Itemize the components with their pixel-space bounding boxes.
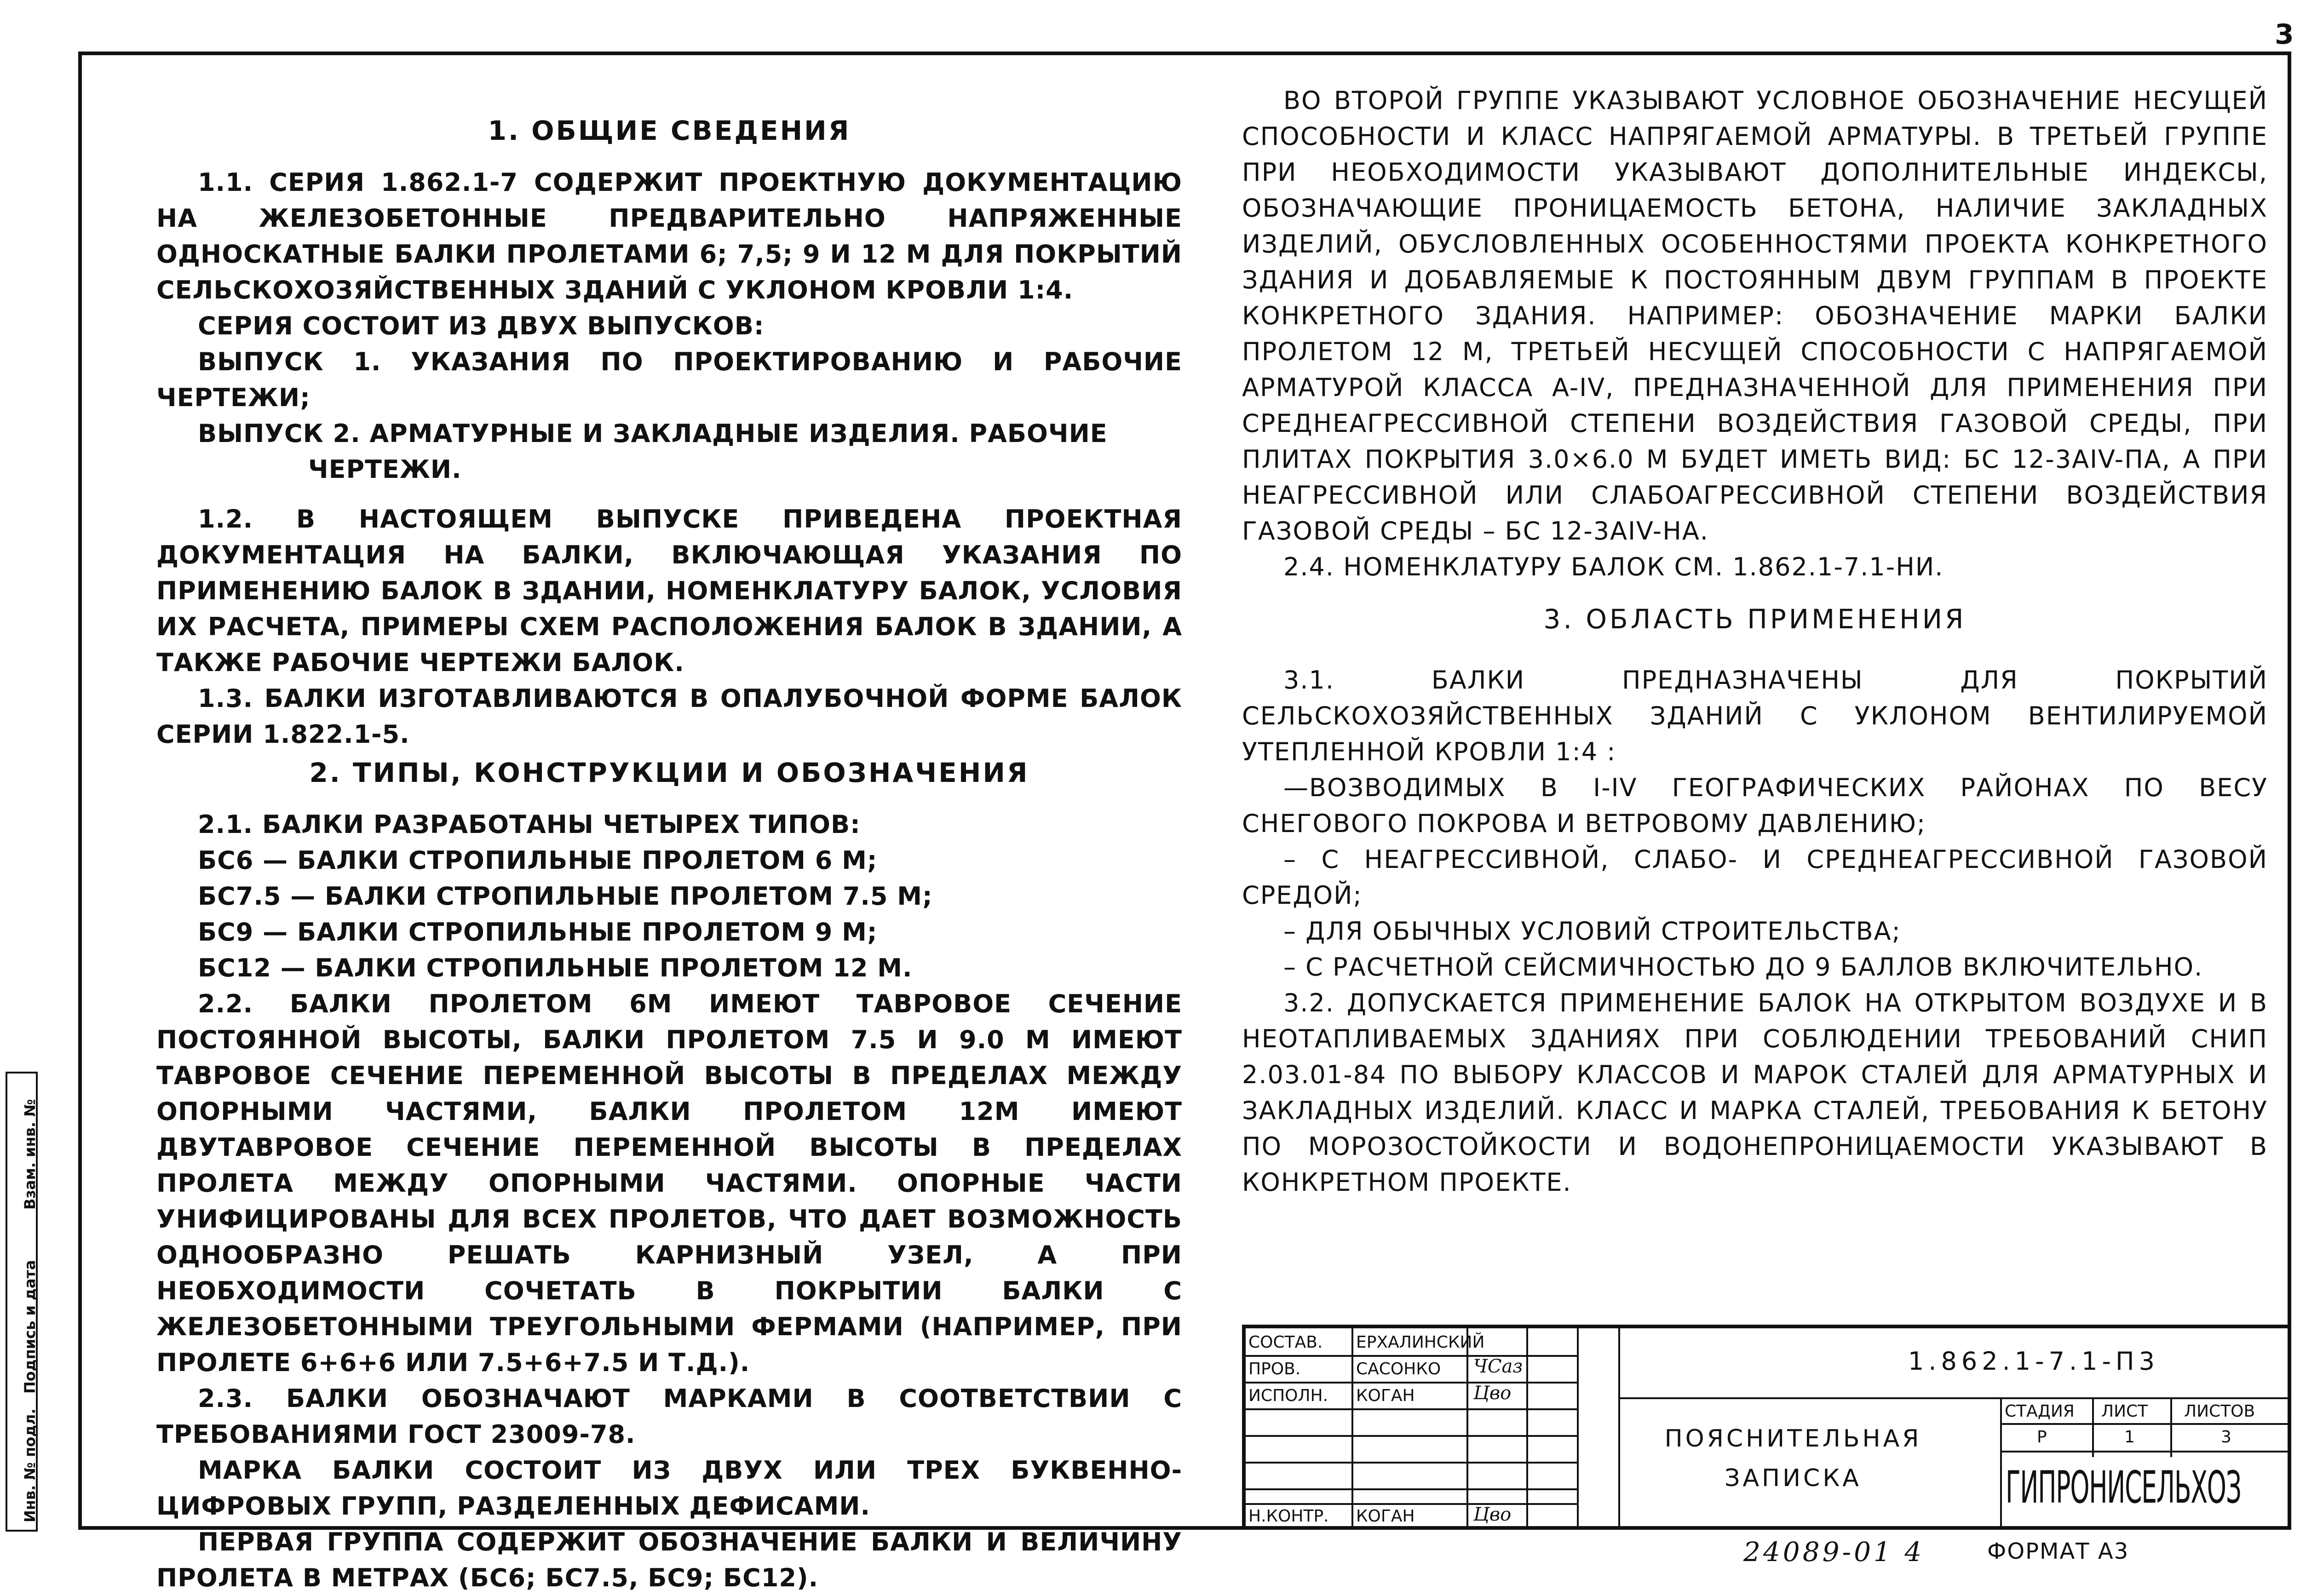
tb-line [2170,1397,2172,1457]
role-sostav: СОСТАВ. [1248,1333,1323,1352]
left-column [156,110,1182,1596]
type-bs7-5: БС7.5 — БАЛКИ СТРОПИЛЬНЫЕ ПРОЛЕТОМ 7.5 М; [198,882,933,911]
bullet-conditions: – ДЛЯ ОБЫЧНЫХ УСЛОВИЙ СТРОИТЕЛЬСТВА; [1283,917,1901,946]
type-bs9: БС9 — БАЛКИ СТРОПИЛЬНЫЕ ПРОЛЕТОМ 9 М; [198,918,878,947]
sheets-label: ЛИСТОВ [2184,1402,2255,1421]
tb-line [1246,1382,1577,1384]
bullet-seismic: – С РАСЧЕТНОЙ СЕЙСМИЧНОСТЬЮ ДО 9 БАЛЛОВ ВКЛЮЧИТЕЛЬНО. [1283,953,2203,982]
side-stamp [6,1072,38,1532]
type-bs6: БС6 — БАЛКИ СТРОПИЛЬНЫЕ ПРОЛЕТОМ 6 М; [198,846,878,875]
stage-value: Р [2037,1428,2047,1447]
name-nkontr: КОГАН [1356,1507,1415,1526]
tb-line [2000,1451,2291,1452]
tb-line [1246,1488,1577,1490]
sheets-value: 3 [2221,1428,2231,1447]
name-sostav: ЕРХАЛИНСКИЙ [1356,1333,1485,1352]
tb-line [1246,1355,1577,1357]
paragraph-group-1: ПЕРВАЯ ГРУППА СОДЕРЖИТ ОБОЗНАЧЕНИЕ БАЛКИ И ВЕЛИЧИНУ ПРОЛЕТА В МЕТРАХ (БС6; БС7.5, БС9; БС12). [156,1527,1182,1592]
paragraph-1-1: 1.1. СЕРИЯ 1.862.1-7 СОДЕРЖИТ ПРОЕКТНУЮ ДОКУМЕНТАЦИЮ НА ЖЕЛЕЗОБЕТОННЫЕ ПРЕДВАРИТЕЛЬНО НАПРЯЖЕННЫЕ ОДНОСКАТНЫЕ БАЛКИ ПРОЛЕТАМИ 6; 7,5; 9 И 12 М ДЛЯ ПОКРЫТИЙ СЕЛЬСКОХОЗЯЙСТВЕННЫХ ЗДАНИЙ С УКЛОНОМ КРОВЛИ 1:4. [156,168,1182,304]
page-number: 3 [2275,18,2294,51]
paragraph-marka: МАРКА БАЛКИ СОСТОИТ ИЗ ДВУХ ИЛИ ТРЕХ БУКВЕННО-ЦИФРОВЫХ ГРУПП, РАЗДЕЛЕННЫХ ДЕФИСАМИ. [156,1456,1182,1521]
role-nkontr: Н.КОНТР. [1248,1507,1329,1526]
bullet-regions: —ВОЗВОДИМЫХ В I-IV ГЕОГРАФИЧЕСКИХ РАЙОНАХ ПО ВЕСУ СНЕГОВОГО ПОКРОВА И ВЕТРОВОМУ ДАВЛЕНИЮ; [1242,773,2268,838]
sheet-value: 1 [2124,1428,2135,1447]
tb-line [1246,1462,1577,1464]
signature-nkontr: Цво [1473,1504,1512,1525]
paragraph-2-4: 2.4. НОМЕНКЛАТУРУ БАЛОК СМ. 1.862.1-7.1-НИ. [1283,552,1944,581]
paragraph-2-1: 2.1. БАЛКИ РАЗРАБОТАНЫ ЧЕТЫРЕХ ТИПОВ: [198,810,861,839]
paragraph-3-1: 3.1. БАЛКИ ПРЕДНАЗНАЧЕНЫ ДЛЯ ПОКРЫТИЙ СЕЛЬСКОХОЗЯЙСТВЕННЫХ ЗДАНИЙ С УКЛОНОМ ВЕНТИЛИРУЕМОЙ УТЕПЛЕННОЙ КРОВЛИ 1:4 : [1242,666,2268,766]
paragraph-series: СЕРИЯ СОСТОИТ ИЗ ДВУХ ВЫПУСКОВ: [198,311,765,340]
title-block [1242,1325,2291,1530]
signature-prov: ЧСаз [1473,1356,1523,1377]
side-stamp-inv-label: Инв. № подл. [21,1408,39,1522]
bullet-gas-environment: – С НЕАГРЕССИВНОЙ, СЛАБО- И СРЕДНЕАГРЕССИВНОЙ ГАЗОВОЙ СРЕДОЙ; [1242,845,2268,910]
tb-line [1351,1328,1353,1530]
paragraph-group-2: ВО ВТОРОЙ ГРУППЕ УКАЗЫВАЮТ УСЛОВНОЕ ОБОЗНАЧЕНИЕ НЕСУЩЕЙ СПОСОБНОСТИ И КЛАСС НАПРЯГАЕМОЙ АРМАТУРЫ. В ТРЕТЬЕЙ ГРУППЕ ПРИ НЕОБХОДИМОСТИ УКАЗЫВАЮТ ДОПОЛНИТЕЛЬНЫЕ ИНДЕКСЫ, ОБОЗНАЧАЮЩИЕ ПРОНИЦАЕМОСТЬ БЕТОНА, НАЛИЧИЕ ЗАКЛАДНЫХ ИЗДЕЛИЙ, ОБУСЛОВЛЕННЫХ ОСОБЕННОСТЯМИ ПРОЕКТА КОНКРЕТНОГО ЗДАНИЯ И ДОБАВЛЯЕМЫЕ К ПОСТОЯННЫМ ДВУМ ГРУППАМ В ПРОЕКТЕ КОНКРЕТНОГО ЗДАНИЯ. НАПРИМЕР: ОБОЗНАЧЕНИЕ МАРКИ БАЛКИ ПРОЛЕТОМ 12 М, ТРЕТЬЕЙ НЕСУЩЕЙ СПОСОБНОСТИ С НАПРЯГАЕМОЙ АРМАТУРОЙ КЛАССА A-IV, ПРЕДНАЗНАЧЕННОЙ ДЛЯ ПРИМЕНЕНИЯ ПРИ СРЕДНЕАГРЕССИВНОЙ СТЕПЕНИ ВОЗДЕЙСТВИЯ ГАЗОВОЙ СРЕДЫ, ПРИ ПЛИТАХ ПОКРЫТИЯ 3.0×6.0 М БУДЕТ ИМЕТЬ ВИД: БС 12-3AIV-ПА, А ПРИ НЕАГРЕССИВНОЙ ИЛИ СЛАБОАГРЕССИВНОЙ СТЕПЕНИ ВОЗДЕЙСТВИЯ ГАЗОВОЙ СРЕДЫ – БС 12-3AIV-НА. [1242,86,2268,545]
tb-line [2092,1397,2094,1457]
paragraph-vypusk-2: ВЫПУСК 2. АРМАТУРНЫЕ И ЗАКЛАДНЫЕ ИЗДЕЛИЯ. РАБОЧИЕ [198,419,1108,448]
tb-line [1526,1328,1528,1530]
document-code: 1.862.1-7.1-П3 [1908,1347,2159,1376]
sheet-label: ЛИСТ [2101,1402,2148,1421]
paragraph-3-2: 3.2. ДОПУСКАЕТСЯ ПРИМЕНЕНИЕ БАЛОК НА ОТКРЫТОМ ВОЗДУХЕ И В НЕОТАПЛИВАЕМЫХ ЗДАНИЯХ ПРИ СОБЛЮДЕНИИ ТРЕБОВАНИЙ СНИП 2.03.01-84 ПО ВЫБОРУ КЛАССОВ И МАРОК СТАЛЕЙ ДЛЯ АРМАТУРНЫХ И ЗАКЛАДНЫХ ИЗДЕЛИЙ. КЛАСС И МАРКА СТАЛЕЙ, ТРЕБОВАНИЯ К БЕТОНУ ПО МОРОЗОСТОЙКОСТИ И ВОДОНЕПРОНИЦАЕМОСТИ УКАЗЫВАЮТ В КОНКРЕТНОМ ПРОЕКТЕ. [1242,988,2268,1197]
section-1-title: 1. ОБЩИЕ СВЕДЕНИЯ [488,115,851,146]
organization-name: ГИПРОНИСЕЛЬХОЗ [2006,1462,2241,1513]
paragraph-vypusk-2-cont: ЧЕРТЕЖИ. [308,455,462,484]
inventory-number: 24089-01 4 [1743,1536,1925,1567]
side-stamp-sign-label: Подпись и дата [21,1260,39,1394]
signature-ispoln: Цво [1473,1383,1512,1404]
tb-line [1466,1328,1468,1530]
name-ispoln: КОГАН [1356,1386,1415,1405]
paragraph-vypusk-1: ВЫПУСК 1. УКАЗАНИЯ ПО ПРОЕКТИРОВАНИЮ И РАБОЧИЕ ЧЕРТЕЖИ; [156,347,1182,412]
tb-line [1246,1435,1577,1437]
tb-line [2000,1423,2291,1425]
tb-line [1577,1328,1579,1530]
paragraph-2-3: 2.3. БАЛКИ ОБОЗНАЧАЮТ МАРКАМИ В СООТВЕТСТВИИ С ТРЕБОВАНИЯМИ ГОСТ 23009-78. [156,1384,1182,1449]
tb-line [2000,1397,2002,1530]
tb-line [1246,1408,1577,1410]
tb-line [1246,1503,1577,1505]
paragraph-1-2: 1.2. В НАСТОЯЩЕМ ВЫПУСКЕ ПРИВЕДЕНА ПРОЕКТНАЯ ДОКУМЕНТАЦИЯ НА БАЛКИ, ВКЛЮЧАЮЩАЯ УКАЗАНИЯ ПО ПРИМЕНЕНИЮ БАЛОК В ЗДАНИИ, НОМЕНКЛАТУРУ БАЛОК, УСЛОВИЯ ИХ РАСЧЕТА, ПРИМЕРЫ СХЕМ РАСПОЛОЖЕНИЯ БАЛОК В ЗДАНИИ, А ТАКЖЕ РАБОЧИЕ ЧЕРТЕЖИ БАЛОК. [156,505,1182,677]
section-3-title: 3. ОБЛАСТЬ ПРИМЕНЕНИЯ [1543,603,1966,635]
name-prov: САСОНКО [1356,1360,1441,1378]
role-prov: ПРОВ. [1248,1360,1301,1378]
right-column [1242,83,2268,1200]
side-stamp-replace-label: Взам. инв. № [21,1099,39,1210]
role-ispoln: ИСПОЛН. [1248,1386,1328,1405]
document-title-line-1: ПОЯСНИТЕЛЬНАЯ [1664,1425,1922,1452]
paragraph-1-3: 1.3. БАЛКИ ИЗГОТАВЛИВАЮТСЯ В ОПАЛУБОЧНОЙ ФОРМЕ БАЛОК СЕРИИ 1.822.1-5. [156,684,1182,749]
section-2-title: 2. ТИПЫ, КОНСТРУКЦИИ И ОБОЗНАЧЕНИЯ [309,757,1029,788]
paragraph-2-2: 2.2. БАЛКИ ПРОЛЕТОМ 6М ИМЕЮТ ТАВРОВОЕ СЕЧЕНИЕ ПОСТОЯННОЙ ВЫСОТЫ, БАЛКИ ПРОЛЕТОМ 7.5 И 9.0 М ИМЕЮТ ТАВРОВОЕ СЕЧЕНИЕ ПЕРЕМЕННОЙ ВЫСОТЫ В ПРЕДЕЛАХ МЕЖДУ ОПОРНЫМИ ЧАСТЯМИ, БАЛКИ ПРОЛЕТОМ 12М ИМЕЮТ ДВУТАВРОВОЕ СЕЧЕНИЕ ПЕРЕМЕННОЙ ВЫСОТЫ В ПРЕДЕЛАХ ПРОЛЕТА МЕЖДУ ОПОРНЫМИ ЧАСТЯМИ. ОПОРНЫЕ ЧАСТИ УНИФИЦИРОВАНЫ ДЛЯ ВСЕХ ПРОЛЕТОВ, ЧТО ДАЕТ ВОЗМОЖНОСТЬ ОДНООБРАЗНО РЕШАТЬ КАРНИЗНЫЙ УЗЕЛ, А ПРИ НЕОБХОДИМОСТИ СОЧЕТАТЬ В ПОКРЫТИИ БАЛКИ С ЖЕЛЕЗОБЕТОННЫМИ ТРЕУГОЛЬНЫМИ ФЕРМАМИ (НАПРИМЕР, ПРИ ПРОЛЕТЕ 6+6+6 ИЛИ 7.5+6+7.5 И Т.Д.). [156,989,1182,1377]
format-label: ФОРМАТ А3 [1987,1539,2129,1564]
stage-label: СТАДИЯ [2005,1402,2075,1421]
type-bs12: БС12 — БАЛКИ СТРОПИЛЬНЫЕ ПРОЛЕТОМ 12 М. [198,953,913,982]
document-title-line-2: ЗАПИСКА [1725,1464,1862,1492]
tb-line [1618,1397,2291,1399]
